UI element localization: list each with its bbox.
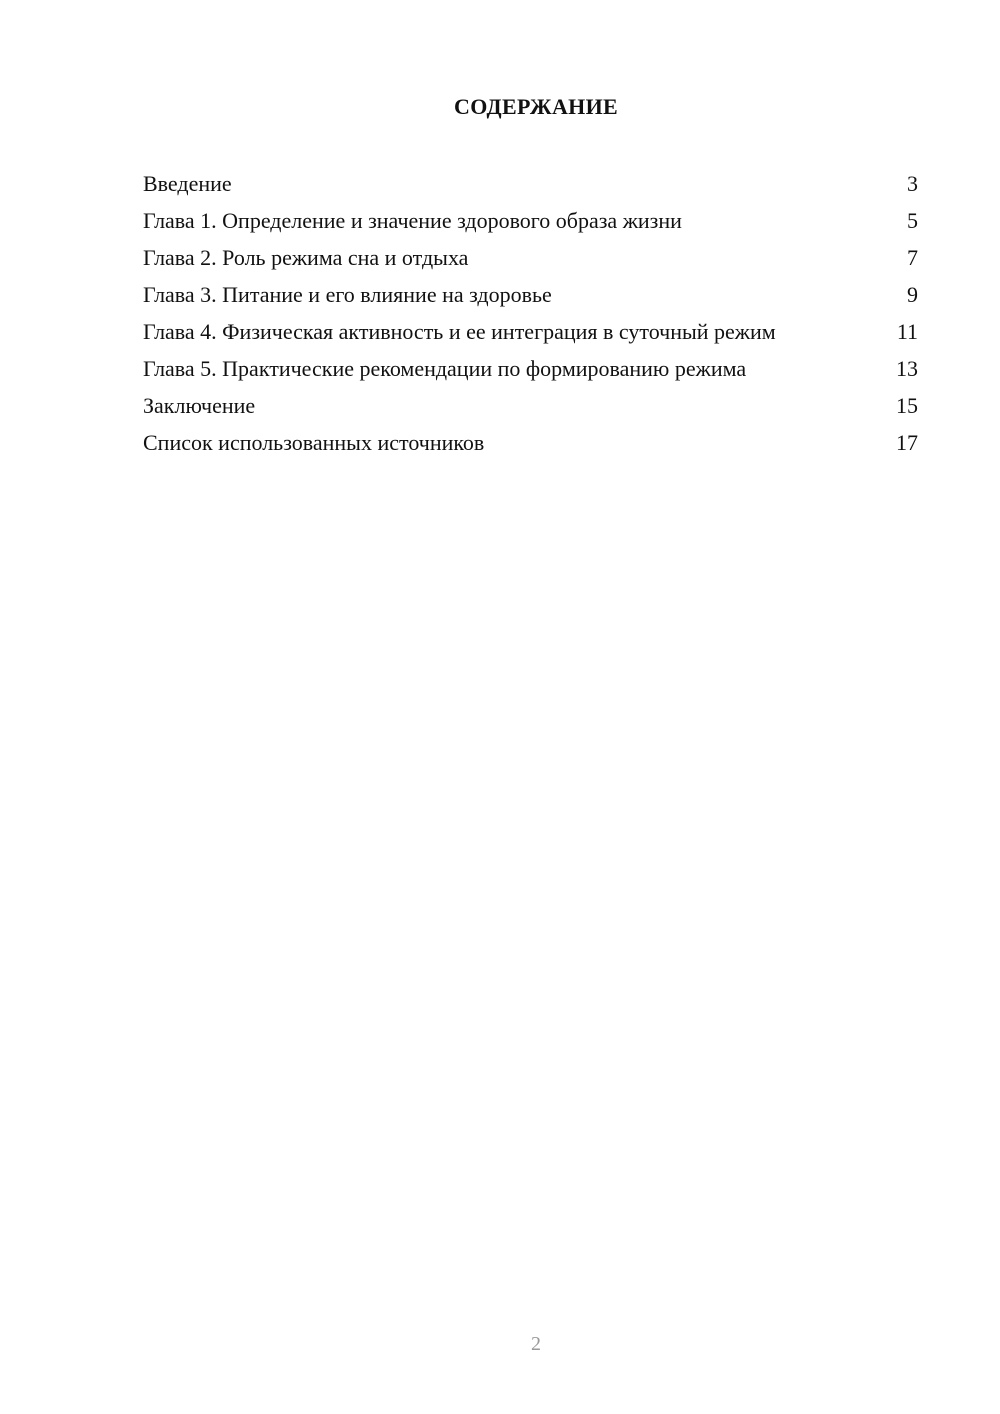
toc-entry-label: Глава 5. Практические рекомендации по формированию режима — [143, 356, 747, 381]
toc-entry-page: 9 — [907, 282, 918, 307]
toc-entry-chapter-1[interactable] — [143, 207, 918, 234]
toc-entry-label: Глава 3. Питание и его влияние на здоровье — [143, 282, 552, 307]
toc-entry-label: Введение — [143, 171, 232, 196]
table-of-contents — [143, 170, 918, 466]
toc-entry-page: 13 — [896, 356, 918, 381]
toc-entry-page: 17 — [896, 430, 918, 455]
toc-entry-conclusion[interactable] — [143, 392, 918, 419]
toc-entry-page: 11 — [896, 319, 918, 344]
toc-entry-page: 7 — [907, 245, 918, 270]
page-title: СОДЕРЖАНИЕ — [454, 94, 618, 119]
toc-entry-label: Заключение — [143, 393, 256, 418]
toc-entry-label: Глава 1. Определение и значение здорового образа жизни — [143, 208, 682, 233]
toc-entry-chapter-4[interactable] — [143, 318, 918, 345]
toc-entry-page: 3 — [907, 171, 918, 196]
page-number: 2 — [531, 1333, 541, 1355]
toc-entry-introduction[interactable] — [143, 170, 918, 197]
toc-entry-chapter-3[interactable] — [143, 281, 918, 308]
toc-entry-label: Глава 4. Физическая активность и ее интеграция в суточный режим — [143, 319, 776, 344]
toc-entry-label: Глава 2. Роль режима сна и отдыха — [143, 245, 469, 270]
toc-entry-page: 5 — [907, 208, 918, 233]
toc-entry-label: Список использованных источников — [143, 430, 485, 455]
toc-entry-page: 15 — [896, 393, 918, 418]
toc-entry-references[interactable] — [143, 429, 918, 456]
toc-entry-chapter-2[interactable] — [143, 244, 918, 271]
toc-entry-chapter-5[interactable] — [143, 355, 918, 382]
